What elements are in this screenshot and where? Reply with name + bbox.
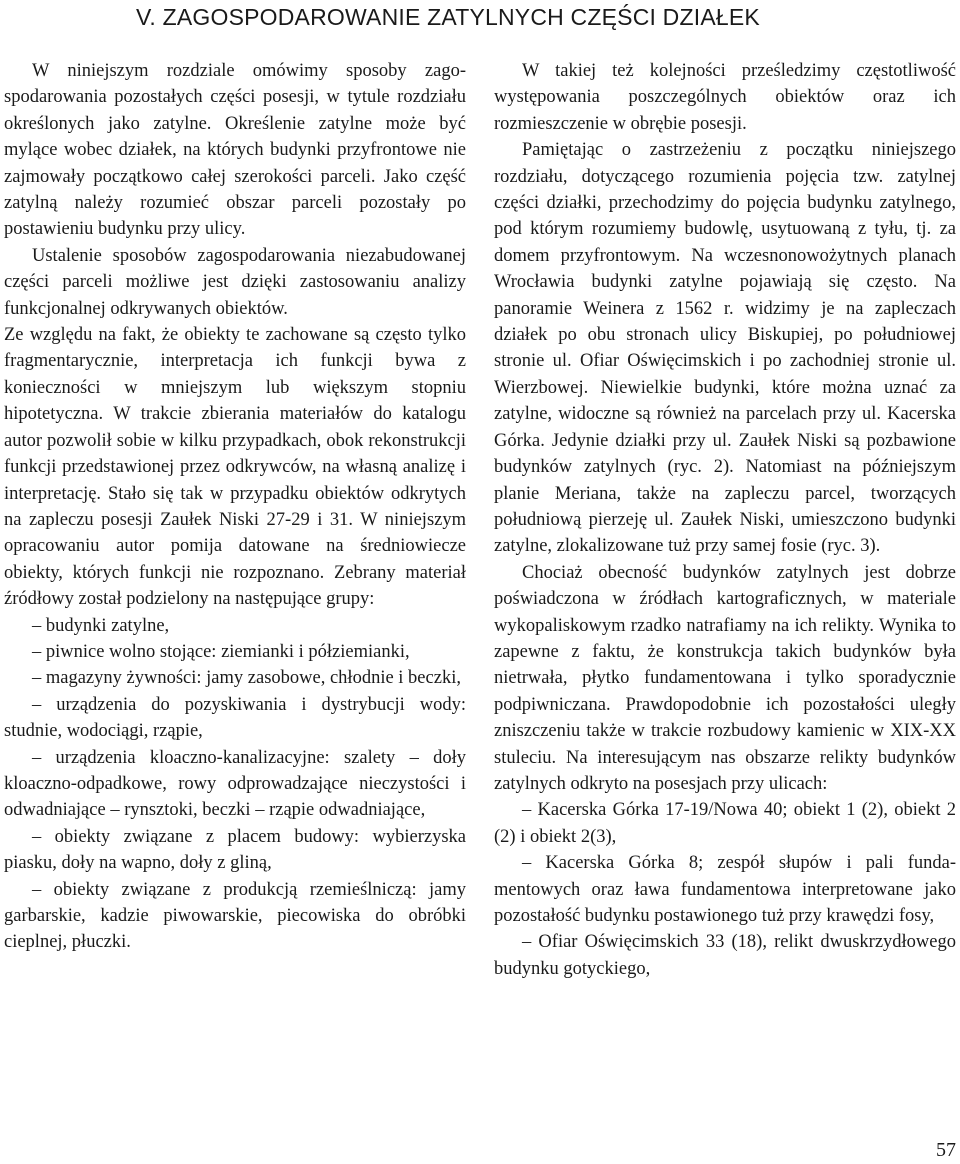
paragraph: Pamiętając o zastrzeżeniu z początku niniejszego rozdziału, dotyczącego rozumienia pojęcia tzw. zatylnej części działki, przechodzimy do pojęcia budynku zatylnego, pod którym rozumiemy budowlę, usytuowaną z tyłu, tj. za domem przyfrontowym. Na wczesnonowożytnych planach Wrocławia budynki zatylne pojawiają się często. Na panoramie Weinera z 1562 r. widzimy je na zapleczach działek po obu stronach ulicy Biskupiej, po południowej stronie ul. Ofiar Oświęcimskich i po zachodniej stronie ul. Wierzbowej. Niewielkie budynki, które można uznać za zatylne, widoczne są również na parcelach przy ul. Kacerska Górka. Jedynie działki przy ul. Zaułek Niski są pozbawione budynków zatylnych (ryc. 2). Natomiast na późniejszym planie Meriana, także na zapleczu parcel, tworzących południową pierzeję ul. Zaułek Niski, umieszczono budynki zatylne, zlokalizowane tuż przy samej fosie (ryc. 3).: [494, 140, 956, 557]
paragraph: W takiej też kolejności prześledzimy częstotliwość występowania poszczególnych obiektów oraz ich rozmieszczenie w obrębie posesji.: [494, 61, 956, 134]
list-item: – magazyny żywności: jamy zasobowe, chłodnie i beczki,: [32, 668, 461, 689]
chapter-title: V. ZAGOSPODAROWANIE ZATYLNYCH CZĘŚCI DZIAŁEK: [136, 4, 760, 30]
list-item: – budynki zatylne,: [32, 615, 170, 636]
paragraph: W niniejszym rozdziale omówimy sposoby zagospodarowania pozostałych części posesji, w tytule rozdziału określonych jako zatylne. Określenie zatylne może być mylące wobec działek, na których budynki przyfrontowe nie zajmowały początkowo całej szerokości parceli. Jako część zatylną należy rozumieć obszar parceli pozostały po postawieniu budynku przy ulicy.: [4, 61, 466, 240]
list-item: – obiekty związane z placem budowy: wybierzyska piasku, doły na wapno, doły z gliną,: [4, 826, 466, 874]
list-item: – obiekty związane z produkcją rzemieślniczą: jamy garbarskie, kadzie piwowarskie, piecowiska do obróbki cieplnej, płuczki.: [4, 879, 466, 953]
list-item: – piwnice wolno stojące: ziemianki i półziemianki,: [32, 641, 410, 662]
left-column: [4, 58, 466, 956]
list-item: – urządzenia do pozyskiwania i dystrybucji wody: studnie, wodociągi, rząpie,: [4, 694, 466, 742]
list-item: – Kacerska Górka 8; zespół słupów i pali fundamentowych oraz ława fundamentowa interpretowane jako pozostałość budynku postawionego tuż przy krawędzi fosy,: [494, 853, 956, 926]
list-item: – urządzenia kloaczno-kanalizacyjne: szalety – doły kloaczno-odpadkowe, rowy odprowadzające nieczystości i odwadniające – rynsztoki, beczki – rząpie odwadniające,: [4, 747, 466, 821]
list-item: – Ofiar Oświęcimskich 33 (18), relikt dwuskrzydłowego budynku gotyckiego,: [494, 932, 956, 979]
page-number: 57: [936, 1139, 956, 1161]
list-item: – Kacerska Górka 17-19/Nowa 40; obiekt 1 (2), obiekt 2 (2) i obiekt 2(3),: [494, 800, 956, 847]
paragraph: Ustalenie sposobów zagospodarowania niezabudowanej części parceli możliwe jest dzięki zastosowaniu analizy funkcjonalnej odkrywanych obiektów.: [4, 245, 466, 319]
right-column: [494, 58, 956, 982]
paragraph: Chociaż obecność budynków zatylnych jest dobrze poświadczona w źródłach kartograficznych, w materiale wykopaliskowym rzadko natrafiamy na ich relikty. Wynika to zapewne z faktu, że konstrukcja takich budynków była nietrwała, płytko fundamentowana i tylko sporadycznie podpiwniczana. Prawdopodobnie ich pozostałości uległy zniszczeniu także w trakcie rozbudowy kamienic w XIX-XX stuleciu. Na interesującym nas obszarze relikty budynków zatylnych odkryto na posesjach przy ulicach:: [494, 562, 956, 794]
paragraph: Ze względu na fakt, że obiekty te zachowane są często tylko fragmentarycznie, interpretacja ich funkcji bywa z konieczności w mniejszym lub większym stopniu hipotetyczna. W trakcie zbierania materiałów do katalogu autor pozwolił sobie w kilku przypadkach, obok rekonstrukcji funkcji przedstawionej przez odkrywców, na własną analizę i interpretację. Stało się tak w przypadku obiektów odkrytych na zapleczu posesji Zaułek Niski 27-29 i 31. W niniejszym opracowaniu autor pomija datowane na średniowiecze obiekty, których funkcji nie rozpoznano. Zebrany materiał źródłowy został podzielony na następujące grupy:: [4, 325, 466, 610]
